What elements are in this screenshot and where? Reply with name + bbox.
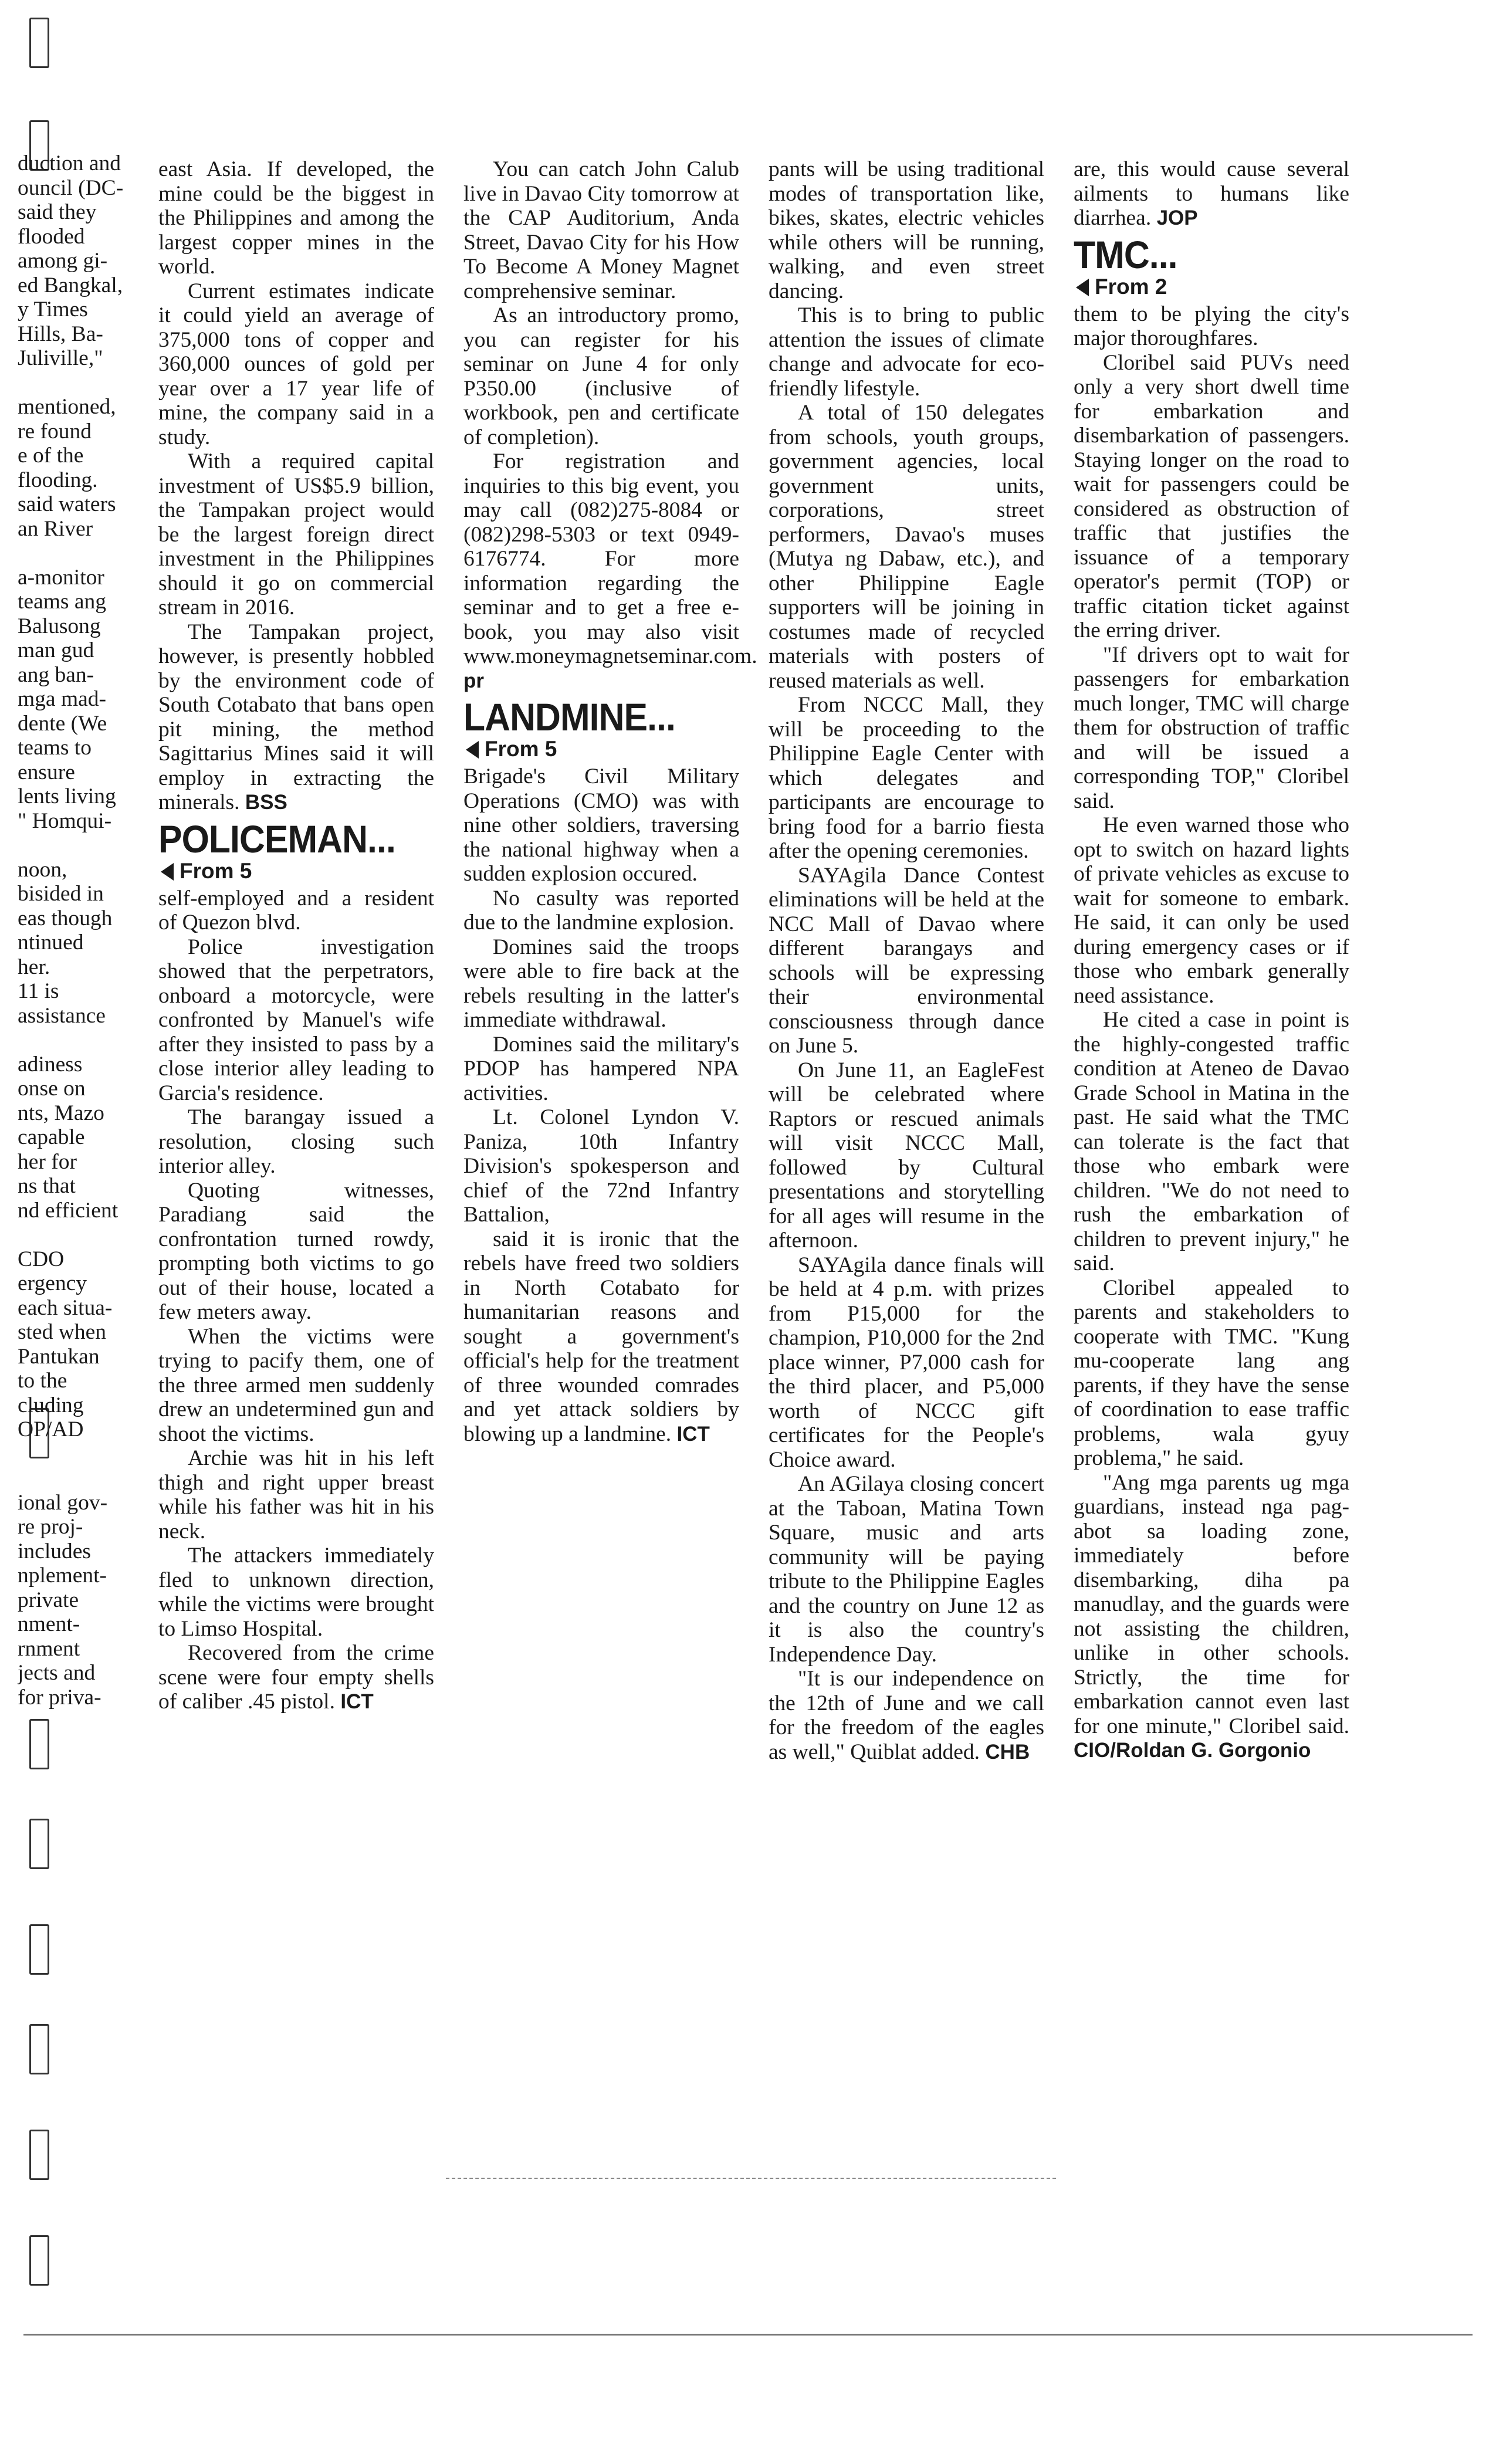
headline-policeman: POLICEMAN... [158,817,395,861]
column-seminar-landmine [463,157,757,1446]
byline: ICT [676,1422,710,1446]
fragment-line: among gi- [18,249,108,273]
column-mine-policeman [158,157,434,1714]
binder-hole [29,1819,49,1869]
binder-hole [29,2024,49,2074]
fragment-line: Pantukan [18,1344,100,1369]
article-text: On June 11, an EagleFest will be celebrated where Raptors or rescued animals will visit NCCC Mall, followed by Cultural presentations and storytelling for all ages will resume in the afternoon. [769,1058,1044,1253]
fragment-line: eas though [18,906,113,930]
byline: CIO/Roldan G. Gorgonio [1074,1739,1311,1762]
article-text: SAYAgila dance finals will be held at 4 p.m. with prizes from P15,000 for the champion, P10,000 for the 2nd place winner, P7,000 cash for the third placer, and P5,000 worth of NCCC gift certificates for the People's Choice award. [769,1253,1044,1472]
fragment-line: e of the [18,444,84,468]
article-text: He even warned those who opt to switch on hazard lights of private vehicles as excuse to wait for someone to embark. He said, it can only be used during emergency cases or if those who embark generally need assistance. [1074,813,1349,1008]
jump-line: From 5 [463,736,739,762]
fragment-line: ang ban- [18,662,94,687]
article-text: pants will be using traditional modes of transportation like, bikes, skates, electric vehicles while others will be running, walking, and even street dancing. [769,157,1044,303]
fragment-line: 11 is [18,979,59,1003]
fragment-line: bisided in [18,882,104,906]
fragment-line: Juliville," [18,346,103,370]
fragment-line: adiness [18,1052,83,1077]
fragment-line: nplement- [18,1563,107,1588]
dashed-divider [446,2178,1056,2179]
fragment-line: onse on [18,1077,86,1101]
article-text: With a required capital investment of US$5.9 billion, the Tampakan project would be the largest foreign direct investment in the Philippines should it go on commercial stream in 2016. [158,449,434,620]
arrow-left-icon [1076,279,1089,296]
article-text: You can catch John Calub live in Davao City tomorrow at the CAP Auditorium, Anda Street, Davao City for his How To Become A Money Magnet comprehensive seminar. [463,157,739,303]
article-text: Current estimates indicate it could yield an average of 375,000 tons of copper and 360,000 ounces of gold per year over a 17 year life of mine, the company said in a study. [158,279,434,449]
fragment-line: flooded [18,224,85,249]
binder-hole [29,2235,49,2286]
fragment-line: ns that [18,1174,76,1198]
article-text: Lt. Colonel Lyndon V. Paniza, 10th Infantry Division's spokesperson and chief of the 72nd Infantry Battalion, [463,1105,739,1227]
fragment-line: " Homqui- [18,808,112,833]
fragment-line: Balusong [18,614,101,638]
fragment-line: for priva- [18,1685,101,1710]
byline: JOP [1156,207,1198,229]
article-text: are, this would cause several ailments to humans like diarrhea. JOP [1074,157,1349,230]
fragment-line: to the [18,1369,67,1393]
fragment-line: flooding. [18,468,98,492]
fragment-line: said they [18,200,97,224]
article-text: self-employed and a resident of Quezon blvd. [158,886,434,935]
column-tmc [1074,157,1349,1763]
fragment-line [18,1466,141,1491]
fragment-line [18,1028,141,1052]
article-text: Quoting witnesses, Paradiang said the confrontation turned rowdy, prompting both victims to go out of their house, located a few meters away. [158,1178,434,1324]
fragment-line: OP/AD [18,1417,84,1441]
article-text: Domines said the troops were able to fire back at the rebels resulting in the latter's immediate withdrawal. [463,935,739,1032]
article-text: No casulty was reported due to the landmine explosion. [463,886,739,935]
fragment-line: cluding [18,1393,84,1417]
fragment-line: lents living [18,784,116,808]
article-text: The barangay issued a resolution, closing such interior alley. [158,1105,434,1178]
article-text: Cloribel appealed to parents and stakeholders to cooperate with TMC. "Kung mu-cooperate lang ang parents, if they have the sense of coordination to ease traffic problems, wala gyuy problema," he said. [1074,1275,1349,1470]
fragment-line: said waters [18,492,116,516]
fragment-line [18,1442,141,1467]
fragment-line: each situa- [18,1295,113,1320]
article-text: said it is ironic that the rebels have freed two soldiers in North Cotabato for humanitarian reasons and sought a government's official's help for the treatment of three wounded comrades and yet attack soldiers by blowing up a landmine. ICT [463,1227,739,1446]
article-text: Domines said the military's PDOP has hampered NPA activities. [463,1032,739,1105]
fragment-line: ed Bangkal, [18,273,123,297]
fragment-line [18,1223,141,1247]
fragment-line: Hills, Ba- [18,321,103,346]
fragment-line: noon, [18,857,67,882]
byline: pr [463,669,484,692]
article-text: For registration and inquiries to this big event, you may call (082)275-8084 or (082)298-5303 or text 0949-6176774. For more information regarding the seminar and to get a free e-book, you may also visit www.moneymagnetseminar.com. pr [463,449,757,692]
article-text: An AGilaya closing concert at the Taboan, Matina Town Square, music and arts community will be paying tribute to the Philippine Eagles and the country on June 12 as it is also the country's Independence Day. [769,1472,1044,1667]
column-eagle-festival [769,157,1044,1764]
fragment-line: her for [18,1149,77,1174]
fragment-line: jects and [18,1661,96,1685]
fragment-line: nment- [18,1612,80,1636]
article-text: SAYAgila Dance Contest eliminations will be held at the NCC Mall of Davao where different barangays and schools will be expressing their environmental consciousness through dance on June 5. [769,863,1044,1058]
article-text: Cloribel said PUVs need only a very short dwell time for embarkation and disembarkation of passengers. Staying longer on the road to wait for passengers could be considered as obstruction of traffic that justifies the issuance of a temporary operator's permit (TOP) or traffic citation ticket against the erring driver. [1074,350,1349,642]
article-text: As an introductory promo, you can register for his seminar on June 4 for only P350.00 (inclusive of workbook, pen and certificate of completion). [463,303,739,449]
fragment-line: ional gov- [18,1490,108,1515]
fragment-line: man gud [18,638,94,662]
fragment-line: ergency [18,1271,87,1295]
binder-hole [29,18,49,68]
fragment-line: ntinued [18,930,84,955]
fragment-line: her. [18,955,50,979]
fragment-line: includes [18,1539,91,1563]
article-text: east Asia. If developed, the mine could be the biggest in the Philippines and among the largest copper mines in the world. [158,157,434,279]
fragment-line: duction and [18,151,121,175]
article-text: Police investigation showed that the perpetrators, onboard a motorcycle, were confronted by Manuel's wife after they insisted to pass by a close interior alley leading to Garcia's residence. [158,935,434,1105]
fragment-line: teams to [18,736,92,760]
fragment-line: dente (We [18,711,107,736]
article-text: "If drivers opt to wait for passengers for embarkation much longer, TMC will charge them for obstruction of traffic and will be issued a corresponding TOP," Cloribel said. [1074,642,1349,813]
fragment-line: re proj- [18,1515,83,1539]
fragment-line: capable [18,1125,85,1149]
binder-hole [29,2130,49,2180]
fragment-line [18,833,141,858]
article-text: Brigade's Civil Military Operations (CMO) was with nine other soldiers, traversing the national highway when a sudden explosion occured. [463,764,739,886]
article-text: Archie was hit in his left thigh and right upper breast while his father was hit in his neck. [158,1446,434,1544]
fragment-line: y Times [18,297,88,321]
jump-line: From 5 [158,858,434,884]
headline-landmine: LANDMINE... [463,695,675,739]
headline-tmc: TMC... [1074,232,1177,276]
arrow-left-icon [466,741,479,759]
fragment-line: mga mad- [18,687,106,711]
fragment-line: a-monitor [18,565,104,590]
fragment-line: nd efficient [18,1198,119,1223]
page-bottom-rule [23,2334,1473,2336]
fragment-line: nts, Mazo [18,1101,104,1125]
article-text: them to be plying the city's major thoroughfares. [1074,302,1349,350]
article-text: The attackers immediately fled to unknown direction, while the victims were brought to Limso Hospital. [158,1544,434,1641]
jump-line: From 2 [1074,274,1349,300]
fragment-line [18,371,141,395]
fragment-line: sted when [18,1320,107,1344]
byline: BSS [245,791,287,814]
article-text: He cited a case in point is the highly-congested traffic condition at Ateneo de Davao Grade School in Matina in the past. He said what the TMC can tolerate is the fact that those who embark were children. "We do not need to rush the embarkation of children to prevent injury," he said. [1074,1008,1349,1275]
arrow-left-icon [161,863,174,881]
fragment-line: private [18,1588,79,1612]
article-text: "It is our independence on the 12th of June and we call for the freedom of the eagles as well," Quiblat added. CHB [769,1667,1044,1764]
fragment-line: ensure [18,760,75,784]
fragment-line: re found [18,419,92,444]
fragment-line: assistance [18,1003,106,1028]
fragment-line [18,541,141,566]
article-text: When the victims were trying to pacify them, one of the three armed men suddenly drew an undetermined gun and shoot the victims. [158,1324,434,1446]
article-text: From NCCC Mall, they will be proceeding to the Philippine Eagle Center with which delegates and participants are encourage to bring food for a barrio fiesta after the opening ceremonies. [769,693,1044,863]
binder-hole [29,1924,49,1975]
article-text: A total of 150 delegates from schools, youth groups, government agencies, local government units, corporations, street performers, Davao's muses (Mutya ng Dabaw, etc.), and other Philippine Eagle supporters will be joining in costumes made of recycled materials with posters of reused materials as well. [769,401,1044,693]
article-text: "Ang mga parents ug mga guardians, instead nga pag-abot sa loading zone, immediately before disembarking, diha pa manudlay, and the guards were not assisting the children, unlike in other schools. Strictly, the time for embarkation cannot even last for one minute," Cloribel said. CIO/Roldan G. Gorgonio [1074,1470,1349,1762]
article-text: The Tampakan project, however, is presently hobbled by the environment code of South Cotabato that bans open pit mining, the method Sagittarius Mines said it will employ in extracting the minerals. BSS [158,620,434,814]
binder-hole [29,1719,49,1769]
byline: CHB [985,1740,1030,1764]
fragment-line: ouncil (DC- [18,175,124,200]
byline: ICT [340,1690,374,1713]
article-text: Recovered from the crime scene were four empty shells of caliber .45 pistol. ICT [158,1641,434,1714]
article-text: This is to bring to public attention the issues of climate change and advocate for eco-friendly lifestyle. [769,303,1044,401]
fragment-line: rnment [18,1636,80,1661]
fragment-line: CDO [18,1247,65,1271]
fragment-line: teams ang [18,590,106,614]
fragment-line: mentioned, [18,395,116,419]
fragment-line: an River [18,516,93,541]
clipped-column-fragment [18,151,141,1710]
